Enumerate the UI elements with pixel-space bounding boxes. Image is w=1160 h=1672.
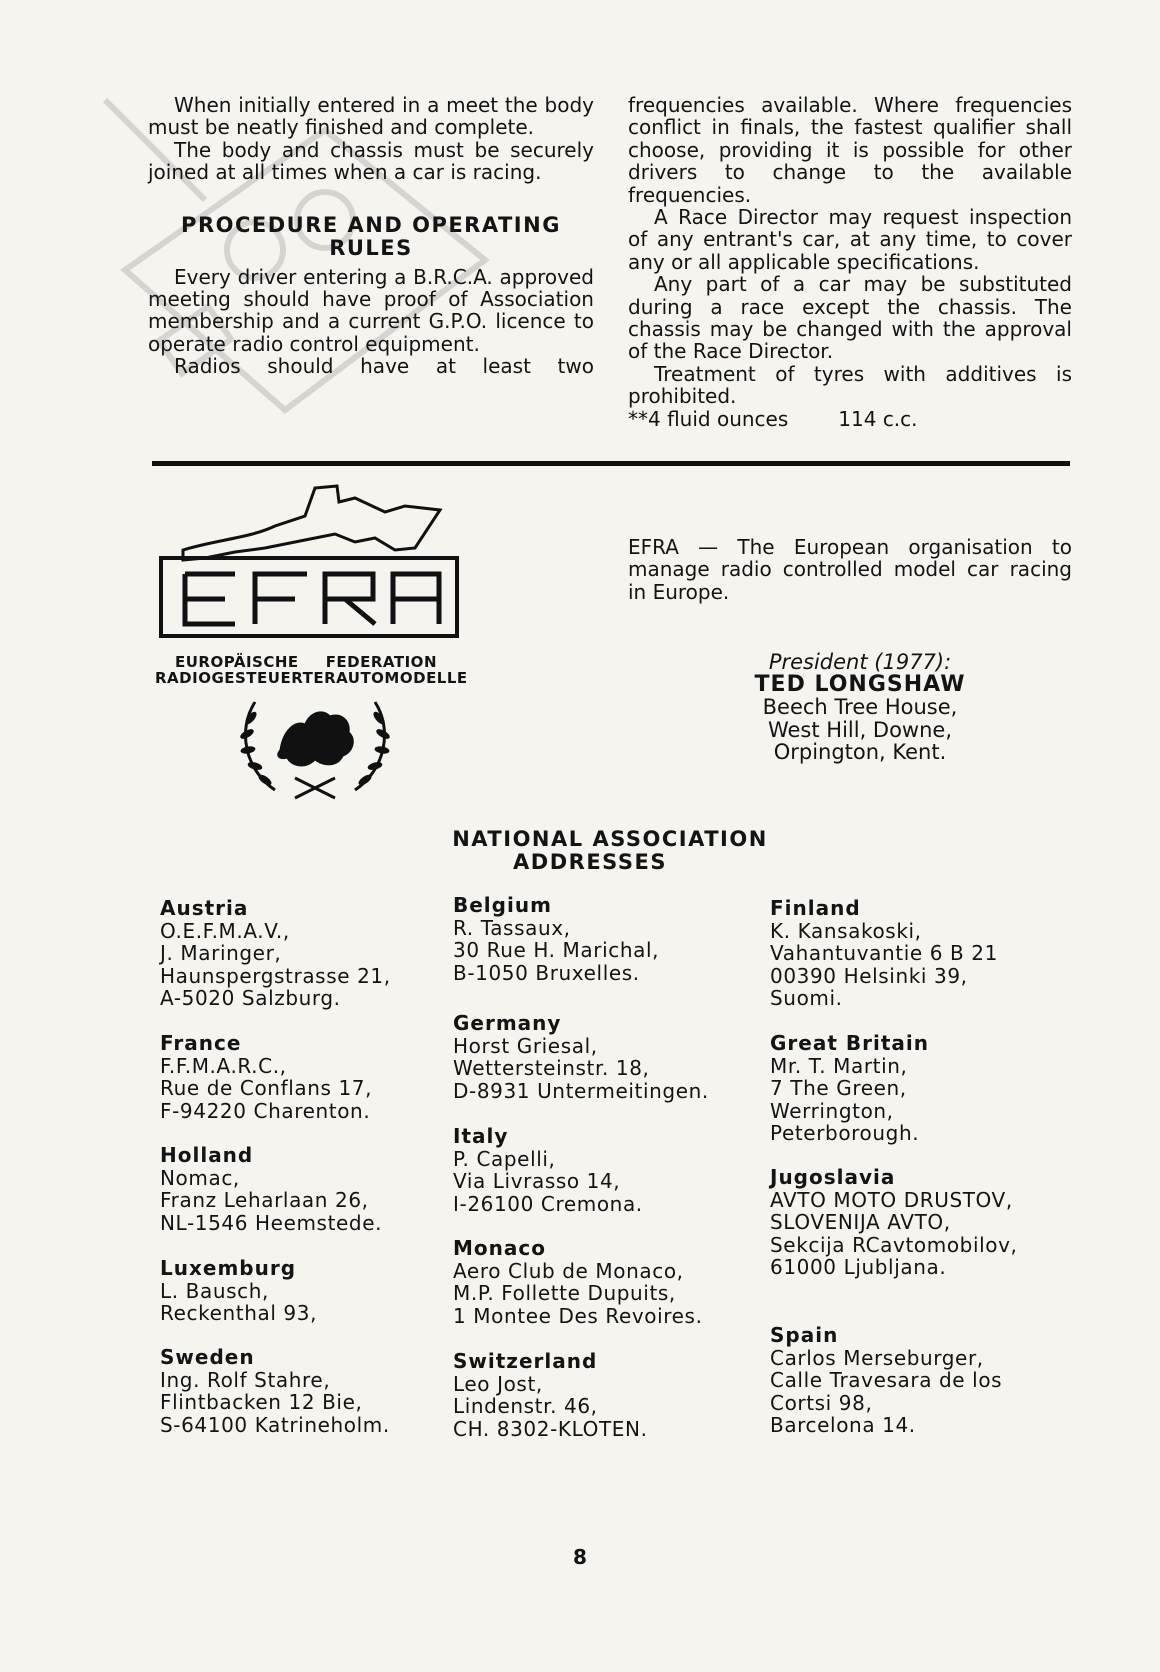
country-name: Finland <box>770 896 861 920</box>
address-line: CH. 8302-KLOTEN. <box>453 1416 648 1441</box>
address-block-france <box>160 1032 372 1122</box>
body-paragraph: A Race Director may request inspection of any entrant's car, at any time, to cover any or all applicable specifications. <box>628 205 1072 274</box>
national-association-title <box>400 828 820 874</box>
president-name: TED LONGSHAW <box>754 671 966 697</box>
address-block-luxemburg <box>160 1257 317 1325</box>
country-name: Switzerland <box>453 1349 598 1373</box>
efra-logo <box>155 478 475 788</box>
address-line: 61000 Ljubljana. <box>770 1255 947 1279</box>
left-column <box>148 94 594 378</box>
address-line: D-8931 Untermeitingen. <box>453 1078 709 1103</box>
address-line: Carlos Merseburger, <box>770 1345 984 1370</box>
footnote-left: **4 fluid ounces <box>628 406 789 431</box>
address-line: Rue de Conflans 17, <box>160 1076 373 1100</box>
address-line: P. Capelli, <box>453 1146 556 1171</box>
address-line: Wettersteinstr. 18, <box>453 1056 650 1080</box>
efra-car-logo-icon <box>155 478 475 648</box>
president-block <box>700 651 1020 764</box>
address-block-belgium <box>453 894 659 984</box>
address-line: Aero Club de Monaco, <box>453 1258 684 1283</box>
address-line: 00390 Helsinki 39, <box>770 963 968 988</box>
address-block-switzerland <box>453 1350 648 1440</box>
body-paragraph: Every driver entering a B.R.C.A. approved meeting should have proof of Association membership and a current G.P.O. licence to operate radio control equipment. <box>148 264 594 356</box>
efra-caption <box>155 654 475 686</box>
address-line: Barcelona 14. <box>770 1413 916 1437</box>
address-line: S-64100 Katrineholm. <box>160 1412 390 1437</box>
address-block-great-britain <box>770 1032 929 1145</box>
address-line: SLOVENIJA AVTO, <box>770 1210 951 1234</box>
address-block-italy <box>453 1125 643 1215</box>
address-line: Lindenstr. 46, <box>453 1394 598 1418</box>
address-line: K. Kansakoski, <box>770 918 922 943</box>
address-line: F.F.M.A.R.C., <box>160 1053 287 1078</box>
address-line: F-94220 Charenton. <box>160 1098 371 1123</box>
address-line: Horst Griesal, <box>453 1033 598 1058</box>
country-name: Sweden <box>160 1345 255 1369</box>
address-line: Suomi. <box>770 986 843 1010</box>
country-name: Luxemburg <box>160 1256 297 1280</box>
caption-word: RADIOGESTEUERTER <box>155 669 337 687</box>
country-name: Austria <box>160 896 249 920</box>
country-name: Jugoslavia <box>770 1165 896 1189</box>
address-line: I-26100 Cremona. <box>453 1191 643 1216</box>
country-name: Italy <box>453 1124 509 1148</box>
country-name: Belgium <box>453 893 552 917</box>
address-block-austria <box>160 897 391 1010</box>
body-paragraph: Treatment of tyres with additives is prohibited. <box>628 361 1072 409</box>
address-line: Cortsi 98, <box>770 1390 873 1415</box>
footnote <box>628 408 1072 430</box>
body-paragraph: When initially entered in a meet the body must be neatly finished and complete. <box>148 93 594 140</box>
address-line: Peterborough. <box>770 1121 920 1145</box>
address-line: NL-1546 Heemstede. <box>160 1210 383 1235</box>
address-line: Via Livrasso 14, <box>453 1169 621 1193</box>
address-line: Mr. T. Martin, <box>770 1053 908 1078</box>
body-paragraph: Any part of a car may be substituted during a race except the chassis. The chassis may be changed with the approval of the Race Director. <box>628 272 1072 364</box>
address-line: B-1050 Bruxelles. <box>453 960 640 985</box>
address-line: M.P. Follette Dupuits, <box>453 1281 676 1305</box>
country-name: Holland <box>160 1143 254 1167</box>
right-column <box>628 94 1072 430</box>
body-paragraph: The body and chassis must be securely joined at all times when a car is racing. <box>148 137 594 185</box>
address-block-finland <box>770 897 998 1010</box>
title-line: NATIONAL ASSOCIATION <box>452 827 768 851</box>
president-role: President (1977): <box>768 650 952 674</box>
address-line: J. Maringer, <box>160 941 282 965</box>
country-name: Spain <box>770 1323 839 1347</box>
address-line: O.E.F.M.A.V., <box>160 918 290 943</box>
address-block-germany <box>453 1012 709 1102</box>
address-line: Franz Leharlaan 26, <box>160 1188 369 1212</box>
body-paragraph: frequencies available. Where frequencies conflict in finals, the fastest qualifier shall choose, providing it is possible for other drivers to change to the available frequencies. <box>628 93 1072 207</box>
address-line: L. Bausch, <box>160 1278 269 1303</box>
address-line: R. Tassaux, <box>453 915 571 940</box>
caption-word: EUROPÄISCHE <box>175 653 299 671</box>
page-number: 8 <box>573 1545 587 1569</box>
country-name: Great Britain <box>770 1031 929 1055</box>
address-line: Ing. Rolf Stahre, <box>160 1367 331 1392</box>
section-heading: PROCEDURE AND OPERATING RULES <box>181 212 561 260</box>
address-line: 30 Rue H. Marichal, <box>453 938 660 962</box>
president-address-line: Beech Tree House, <box>762 695 958 719</box>
address-line: Sekcija RCavtomobilov, <box>770 1232 1018 1257</box>
address-line: A-5020 Salzburg. <box>160 986 341 1010</box>
address-block-holland <box>160 1144 382 1234</box>
address-line: AVTO MOTO DRUSTOV, <box>770 1187 1013 1212</box>
president-address-line: West Hill, Downe, <box>767 717 953 742</box>
address-block-sweden <box>160 1346 390 1436</box>
efra-description: EFRA — The European organisation to manage radio controlled model car racing in Europe. <box>628 535 1072 604</box>
address-line: 1 Montee Des Revoires. <box>453 1303 703 1328</box>
address-block-monaco <box>453 1237 703 1327</box>
address-line: Leo Jost, <box>453 1371 543 1396</box>
title-line: ADDRESSES <box>513 850 667 874</box>
address-line: Haunspergstrasse 21, <box>160 963 391 988</box>
president-address-line: Orpington, Kent. <box>773 740 947 764</box>
caption-word: FEDERATION <box>325 653 437 671</box>
address-line: Calle Travesara de los <box>770 1368 1003 1392</box>
country-name: Germany <box>453 1011 562 1035</box>
europe-laurel-emblem-icon <box>155 690 475 800</box>
country-name: France <box>160 1031 242 1055</box>
address-line: Werrington, <box>770 1098 894 1123</box>
address-line: Flintbacken 12 Bie, <box>160 1390 363 1414</box>
section-divider <box>152 461 1070 466</box>
caption-word: AUTOMODELLE <box>336 669 468 687</box>
body-paragraph: Radios should have at least two <box>174 354 594 379</box>
country-name: Monaco <box>453 1236 546 1260</box>
address-block-spain <box>770 1324 1002 1437</box>
address-line: Nomac, <box>160 1165 240 1190</box>
address-block-jugoslavia <box>770 1166 1018 1279</box>
address-line: Vahantuvantie 6 B 21 <box>770 941 998 965</box>
address-line: 7 The Green, <box>770 1076 907 1100</box>
address-line: Reckenthal 93, <box>160 1301 318 1325</box>
footnote-right: 114 c.c. <box>838 406 918 431</box>
